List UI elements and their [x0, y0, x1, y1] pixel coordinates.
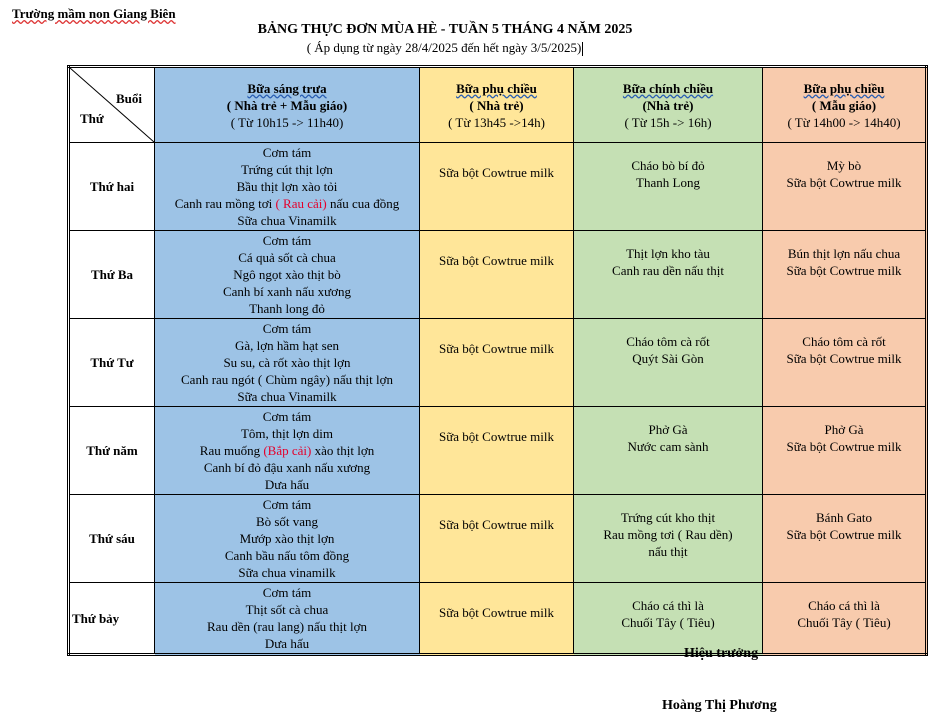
menu-table [67, 65, 928, 656]
menu-item: Thanh long đỏ [249, 301, 325, 316]
menu-item: Dưa hấu [264, 477, 310, 492]
menu-item [157, 442, 417, 459]
menu-item: Dưa hấu [264, 636, 310, 651]
day-cell: Thứ Ba [69, 231, 155, 319]
day-cell: Thứ năm [69, 407, 155, 495]
menu-item: Cơm tám [262, 585, 312, 600]
corner-session-label: Buổi [115, 91, 142, 106]
header-name: Bữa sáng trưa [247, 80, 327, 96]
menu-item: Cơm tám [262, 321, 312, 336]
day-cell: Thứ hai [69, 143, 155, 231]
menu-item: Sữa bột Cowtrue milk [786, 527, 902, 542]
header-group: ( Nhà trẻ + Mẫu giáo) [226, 97, 348, 113]
main-meal-cell [155, 319, 420, 407]
menu-item: Canh bầu nấu tôm đồng [224, 548, 350, 563]
menu-item: Sữa bột Cowtrue milk [786, 439, 902, 454]
snack-kindergarten-cell [763, 583, 927, 655]
header-group: (Nhà trẻ) [642, 97, 694, 113]
snack-nursery-cell [420, 319, 574, 407]
header-snack-kindergarten [763, 67, 927, 143]
menu-item: Canh bí xanh nấu xương [222, 284, 351, 299]
menu-item: Mỳ bò [826, 158, 862, 173]
menu-item: Sữa bột Cowtrue milk [438, 605, 554, 620]
menu-item: Thịt sốt cà chua [245, 602, 329, 617]
snack-nursery-cell [420, 495, 574, 583]
menu-item: Ngô ngọt xào thịt bò [233, 267, 341, 282]
snack-nursery-cell [420, 231, 574, 319]
main-meal-cell [155, 231, 420, 319]
menu-item [157, 195, 417, 212]
snack-nursery-cell [420, 583, 574, 655]
header-time: ( Từ 13h45 ->14h) [448, 114, 545, 130]
menu-item: Sữa chua vinamilk [238, 565, 336, 580]
menu-item: Phở Gà [824, 422, 864, 437]
menu-item: Sữa bột Cowtrue milk [438, 253, 554, 268]
table-row [69, 143, 927, 231]
snack-kindergarten-cell [763, 231, 927, 319]
menu-item: Cháo tôm cà rốt [626, 334, 710, 349]
menu-item: Thịt lợn kho tàu [626, 246, 710, 261]
main-meal-cell [155, 495, 420, 583]
menu-item-text: xào thịt lợn [311, 443, 375, 458]
menu-item-substitute: ( Rau cải) [275, 196, 327, 211]
menu-item: Su su, cà rốt xào thịt lợn [223, 355, 351, 370]
main-meal-cell [155, 407, 420, 495]
header-corner [69, 67, 155, 143]
main-afternoon-cell [574, 143, 763, 231]
menu-item: Quýt Sài Gòn [632, 351, 704, 366]
menu-item: Canh rau dền nấu thịt [612, 263, 724, 278]
table-row [69, 407, 927, 495]
menu-item: Mướp xào thịt lợn [239, 531, 335, 546]
snack-nursery-cell [420, 143, 574, 231]
menu-item: Phở Gà [648, 422, 688, 437]
header-name: Bữa phụ chiều [456, 80, 537, 96]
main-afternoon-cell [574, 495, 763, 583]
signature-name: Hoàng Thị Phương [662, 698, 777, 713]
table-row [69, 495, 927, 583]
menu-item: Cháo bò bí đỏ [631, 158, 705, 173]
main-afternoon-cell [574, 407, 763, 495]
school-name: Trường mầm non Giang Biên [12, 6, 176, 21]
main-meal-cell [155, 583, 420, 655]
menu-item: Bò sốt vang [255, 514, 319, 529]
table-row [69, 583, 927, 655]
menu-item: Rau mồng tơi ( Rau dền) [603, 527, 733, 542]
header-main-afternoon [574, 67, 763, 143]
snack-kindergarten-cell [763, 319, 927, 407]
menu-item: Cơm tám [262, 233, 312, 248]
header-name: Bữa phụ chiều [803, 80, 885, 96]
menu-body [69, 143, 927, 655]
main-afternoon-cell [574, 583, 763, 655]
menu-item: Sữa bột Cowtrue milk [438, 429, 554, 444]
table-row [69, 231, 927, 319]
menu-item: Cháo cá thì là [632, 598, 704, 613]
menu-item: Sữa bột Cowtrue milk [438, 165, 554, 180]
menu-item: Sữa bột Cowtrue milk [438, 517, 554, 532]
menu-item: Nước cam sành [627, 439, 709, 454]
day-cell: Thứ sáu [69, 495, 155, 583]
menu-item: Cháo tôm cà rốt [802, 334, 886, 349]
menu-item: Sữa bột Cowtrue milk [786, 351, 902, 366]
day-cell: Thứ Tư [69, 319, 155, 407]
snack-kindergarten-cell [763, 495, 927, 583]
menu-item: Thanh Long [636, 175, 700, 190]
main-meal-cell [155, 143, 420, 231]
menu-item: Tôm, thịt lợn dim [240, 426, 334, 441]
table-row [69, 319, 927, 407]
menu-item-text: nấu cua đồng [326, 196, 400, 211]
snack-nursery-cell [420, 407, 574, 495]
menu-item: Gà, lợn hầm hạt sen [235, 338, 339, 353]
subtitle-text: ( Áp dụng từ ngày 28/4/2025 đến hết ngày 3/5/2025) [306, 40, 582, 55]
header-time: ( Từ 15h -> 16h) [624, 114, 712, 130]
menu-item: Cơm tám [262, 409, 312, 424]
menu-item: Sữa bột Cowtrue milk [786, 175, 902, 190]
main-afternoon-cell [574, 319, 763, 407]
menu-item: Trứng cút kho thịt [620, 510, 716, 525]
signature-role: Hiệu trưởng [684, 646, 759, 661]
menu-item: Canh rau ngót ( Chùm ngây) nấu thịt lợn [181, 372, 393, 387]
header-group: ( Nhà trẻ) [469, 97, 524, 113]
menu-item: Bún thịt lợn nấu chua [787, 246, 901, 261]
menu-item: Cháo cá thì là [808, 598, 880, 613]
menu-item: Bầu thịt lợn xào tỏi [236, 179, 338, 194]
menu-item: nấu thịt [648, 544, 688, 559]
menu-item: Chuối Tây ( Tiêu) [797, 615, 891, 630]
header-snack-nursery [420, 67, 574, 143]
menu-item: Cơm tám [262, 497, 312, 512]
menu-item: Trứng cút thịt lợn [241, 162, 333, 177]
menu-item: Sữa chua Vinamilk [237, 389, 337, 404]
header-time: ( Từ 10h15 -> 11h40) [230, 114, 344, 130]
snack-kindergarten-cell [763, 407, 927, 495]
header-group: ( Mẫu giáo) [811, 97, 877, 113]
menu-item: Sữa bột Cowtrue milk [438, 341, 554, 356]
menu-item: Rau dền (rau lang) nấu thịt lợn [207, 619, 367, 634]
menu-item: Sữa chua Vinamilk [237, 213, 337, 228]
menu-item: Chuối Tây ( Tiêu) [621, 615, 715, 630]
menu-item: Bánh Gato [816, 510, 872, 525]
menu-item: Sữa bột Cowtrue milk [786, 263, 902, 278]
header-name: Bữa chính chiều [622, 80, 714, 96]
page-subtitle [0, 40, 890, 56]
menu-item: Canh bí đỏ đậu xanh nấu xương [203, 460, 371, 475]
corner-day-label: Thứ [80, 111, 104, 126]
text-cursor [582, 42, 583, 56]
page-title: BẢNG THỰC ĐƠN MÙA HÈ - TUẦN 5 THÁNG 4 NĂM 2025 [257, 22, 633, 37]
menu-item: Cơm tám [262, 145, 312, 160]
day-cell: Thứ bảy [69, 583, 155, 655]
menu-item-text: Rau muống [199, 443, 264, 458]
snack-kindergarten-cell [763, 143, 927, 231]
menu-item-substitute: (Bắp cải) [263, 443, 312, 458]
header-time: ( Từ 14h00 -> 14h40) [787, 114, 901, 130]
header-main-meal [155, 67, 420, 143]
main-afternoon-cell [574, 231, 763, 319]
menu-item: Cá quả sốt cà chua [238, 250, 336, 265]
menu-item-text: Canh rau mồng tơi [174, 196, 276, 211]
